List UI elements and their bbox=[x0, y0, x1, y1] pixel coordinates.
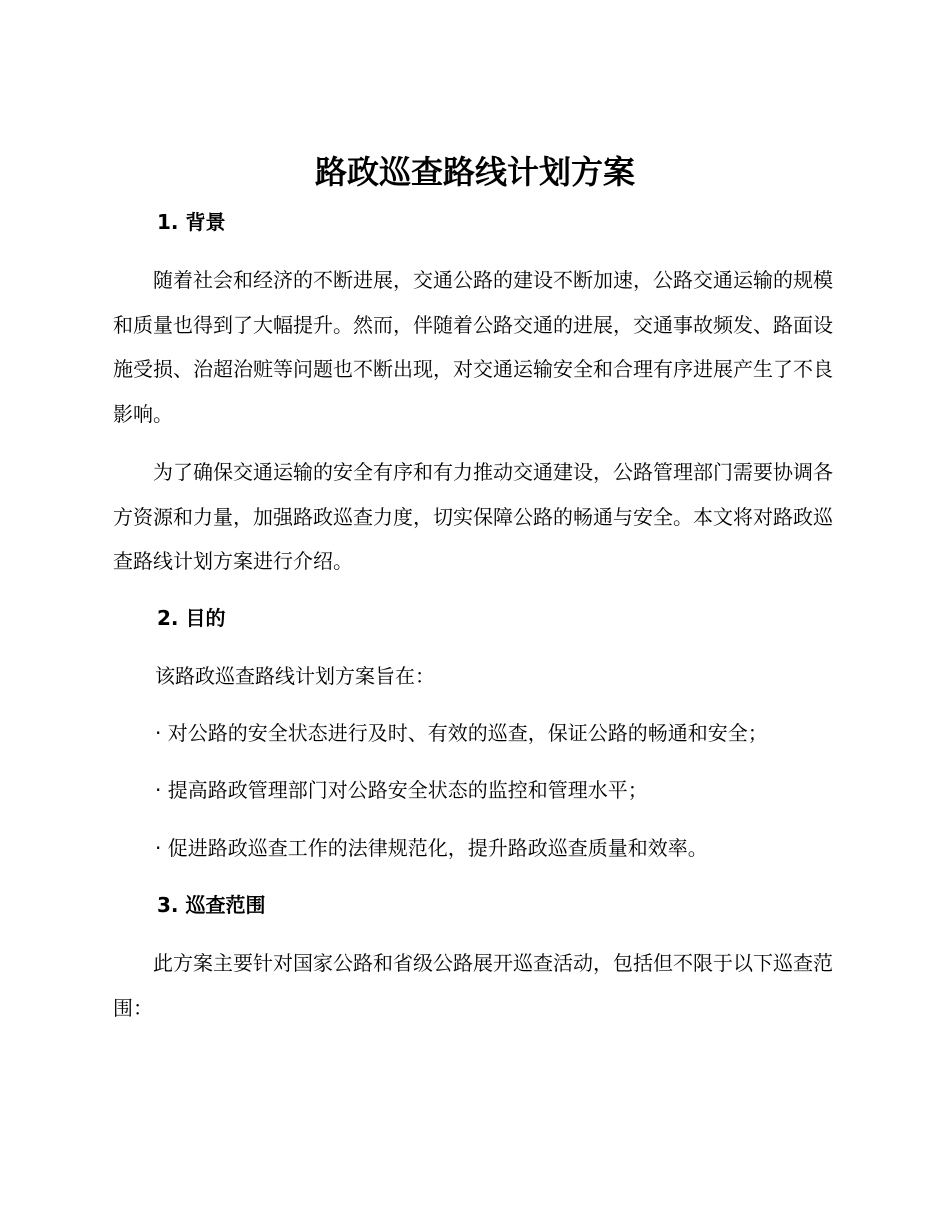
scope-paragraph: 此方案主要针对国家公路和省级公路展开巡查活动，包括但不限于以下巡查范围： bbox=[113, 951, 833, 1020]
purpose-bullet-3: · 促进路政巡查工作的法律规范化，提升路政巡查质量和效率。 bbox=[155, 836, 708, 860]
section-heading-scope: 3. 巡查范围 bbox=[157, 893, 266, 917]
background-paragraph-1: 随着社会和经济的不断进展，交通公路的建设不断加速，公路交通运输的规模和质量也得到了大幅提升。然而，伴随着公路交通的进展，交通事故频发、路面设施受损、治超治赃等问题也不断出现，对交通运输安全和合理有序进展产生了不良影响。 bbox=[113, 268, 833, 427]
section-heading-purpose: 2. 目的 bbox=[157, 606, 226, 630]
purpose-bullet-2: · 提高路政管理部门对公路安全状态的监控和管理水平； bbox=[155, 778, 648, 802]
purpose-intro: 该路政巡查路线计划方案旨在： bbox=[155, 664, 435, 688]
document-title: 路政巡查路线计划方案 bbox=[314, 153, 635, 191]
section-heading-background: 1. 背景 bbox=[157, 210, 226, 234]
background-paragraph-2: 为了确保交通运输的安全有序和有力推动交通建设，公路管理部门需要协调各方资源和力量，加强路政巡查力度，切实保障公路的畅通与安全。本文将对路政巡查路线计划方案进行介绍。 bbox=[113, 460, 833, 574]
purpose-bullet-1: · 对公路的安全状态进行及时、有效的巡查，保证公路的畅通和安全； bbox=[155, 721, 768, 745]
